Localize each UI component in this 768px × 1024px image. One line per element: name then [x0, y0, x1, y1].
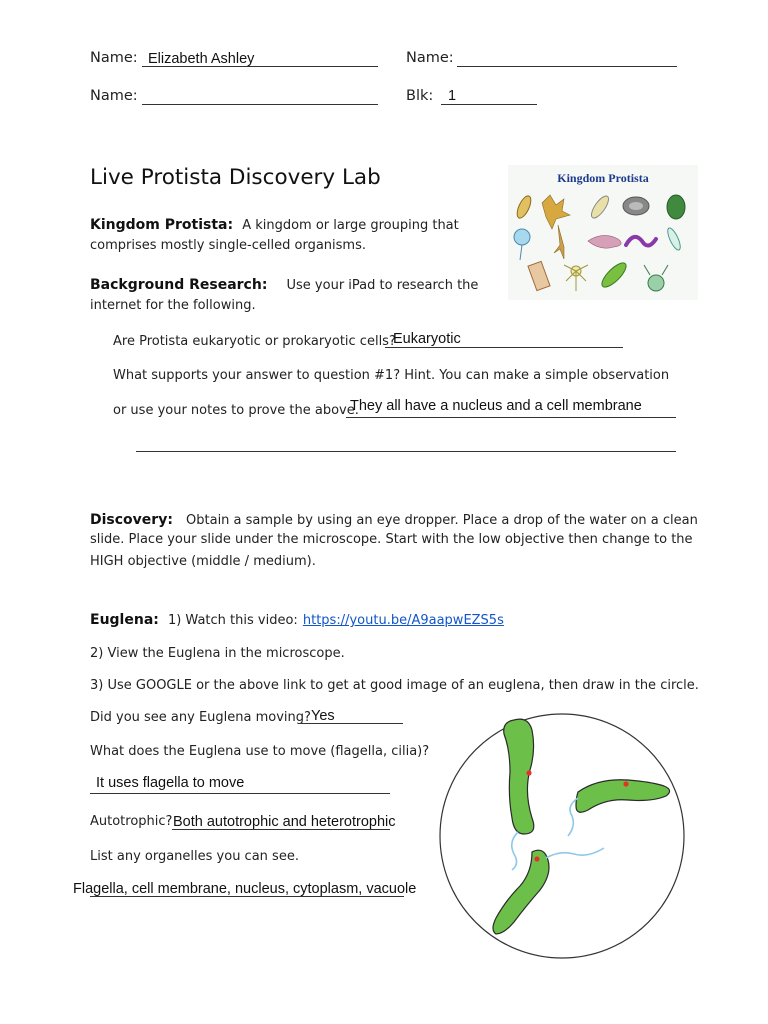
background-intro	[90, 274, 478, 293]
blk-field[interactable]	[441, 104, 537, 105]
answer-move-with-value: It uses flagella to move	[96, 775, 245, 791]
protista-image	[508, 165, 698, 300]
euglena-intro	[90, 609, 504, 628]
name-label-3: Name:	[90, 88, 138, 104]
answer-move-with-field[interactable]	[90, 793, 390, 794]
kingdom-text-2: comprises mostly single-celled organisms.	[90, 238, 366, 253]
answer-moving-value: Yes	[311, 708, 335, 724]
euglena-step-1: 1) Watch this video:	[167, 613, 298, 628]
discovery-line-3: HIGH objective (middle / medium).	[90, 554, 316, 569]
blk-label: Blk:	[406, 88, 434, 104]
answer-1-value: Eukaryotic	[393, 331, 461, 347]
blk-value: 1	[448, 88, 457, 104]
discovery-line-1: Obtain a sample by using an eye dropper. Place a drop of the water on a clean	[186, 513, 698, 528]
euglena-step-2: 2) View the Euglena in the microscope.	[90, 646, 345, 661]
kingdom-intro	[90, 214, 459, 233]
question-moving: Did you see any Euglena moving?	[90, 710, 311, 725]
discovery-line-2: slide. Place your slide under the microscope. Start with the low objective then change to the	[90, 532, 693, 547]
discovery-intro	[90, 509, 698, 528]
answer-2-field-extra[interactable]	[136, 451, 676, 452]
name-label-1: Name:	[90, 50, 138, 66]
question-1: Are Protista eukaryotic or prokaryotic cells?	[113, 334, 396, 349]
answer-2-value: They all have a nucleus and a cell membrane	[350, 398, 642, 414]
name-value-1: Elizabeth Ashley	[148, 51, 255, 67]
name-field-2[interactable]	[457, 66, 677, 67]
name-label-2: Name:	[406, 50, 454, 66]
euglena-step-3: 3) Use GOOGLE or the above link to get at good image of an euglena, then draw in the circle.	[90, 678, 699, 693]
drawing-circle[interactable]	[438, 712, 688, 962]
question-2-line-1: What supports your answer to question #1? Hint. You can make a simple observation	[113, 368, 670, 383]
kingdom-text-1: A kingdom or large grouping that	[242, 218, 459, 233]
kingdom-heading: Kingdom Protista:	[90, 217, 234, 233]
video-link[interactable]: https://youtu.be/A9aapwEZS5s	[302, 613, 504, 628]
background-text-2: internet for the following.	[90, 298, 256, 313]
discovery-heading: Discovery:	[90, 512, 173, 528]
name-field-3[interactable]	[142, 104, 378, 105]
page-title: Live Protista Discovery Lab	[90, 165, 381, 190]
background-text-1: Use your iPad to research the	[286, 278, 479, 293]
euglena-heading: Euglena:	[90, 612, 159, 628]
answer-organelles-value: Flagella, cell membrane, nucleus, cytoplasm, vacuole	[73, 881, 417, 897]
answer-1-field[interactable]	[385, 347, 623, 348]
question-autotrophic: Autotrophic?	[90, 814, 173, 829]
protista-drawings	[508, 165, 698, 300]
background-heading: Background Research:	[90, 277, 268, 293]
answer-2-field[interactable]	[346, 417, 676, 418]
question-2-line-2: or use your notes to prove the above.	[113, 403, 359, 418]
answer-autotrophic-value: Both autotrophic and heterotrophic	[173, 814, 396, 830]
question-move-with: What does the Euglena use to move (flagella, cilia)?	[90, 744, 430, 759]
question-organelles: List any organelles you can see.	[90, 849, 299, 864]
protista-image-caption: Kingdom Protista	[557, 171, 649, 185]
